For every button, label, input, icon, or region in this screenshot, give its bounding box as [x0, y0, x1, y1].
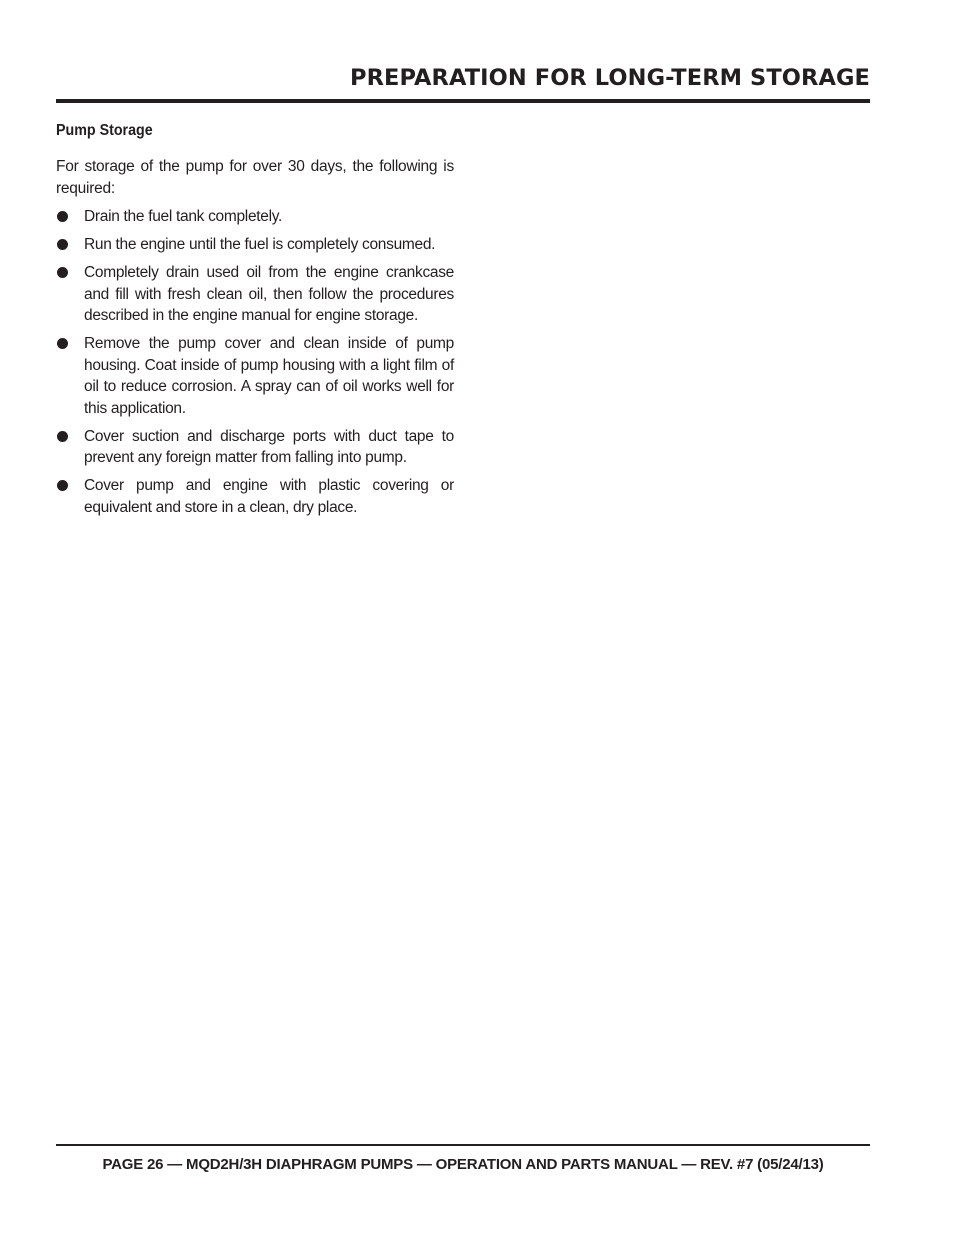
list-item-text: Cover suction and discharge ports with duct tape to prevent any foreign matter from falling into pump. — [84, 427, 454, 466]
list-item — [56, 333, 454, 419]
bullet-icon — [57, 431, 68, 442]
section-heading: Pump Storage — [56, 122, 153, 139]
list-item — [56, 262, 454, 327]
footer-rule — [56, 1144, 870, 1146]
list-item-text: Completely drain used oil from the engine crankcase and fill with fresh clean oil, then follow the procedures described in the engine manual for engine storage. — [84, 264, 454, 324]
list-item — [56, 206, 454, 228]
list-item — [56, 426, 454, 469]
page-header — [56, 58, 870, 104]
bullet-icon — [57, 480, 68, 491]
bullet-icon — [57, 338, 68, 349]
list-item — [56, 234, 454, 256]
bullet-icon — [57, 211, 68, 222]
list-item-text: Remove the pump cover and clean inside of pump housing. Coat inside of pump housing with a light film of oil to reduce corrosion. A spray can of oil works well for this application. — [84, 335, 454, 417]
list-item — [56, 475, 454, 518]
storage-steps-list — [56, 206, 454, 518]
bullet-icon — [57, 267, 68, 278]
list-item-text: Run the engine until the fuel is completely consumed. — [84, 236, 436, 253]
footer-text: PAGE 26 — MQD2H/3H DIAPHRAGM PUMPS — OPERATION AND PARTS MANUAL — REV. #7 (05/24/13) — [102, 1156, 824, 1173]
intro-paragraph: For storage of the pump for over 30 days, the following is required: — [56, 158, 454, 197]
bullet-icon — [57, 239, 68, 250]
page-title: PREPARATION FOR LONG-TERM STORAGE — [350, 65, 870, 91]
list-item-text: Drain the fuel tank completely. — [84, 208, 283, 225]
main-content — [56, 120, 454, 525]
list-item-text: Cover pump and engine with plastic covering or equivalent and store in a clean, dry place. — [84, 477, 454, 516]
header-rule — [56, 99, 870, 103]
page-footer — [56, 1144, 870, 1173]
